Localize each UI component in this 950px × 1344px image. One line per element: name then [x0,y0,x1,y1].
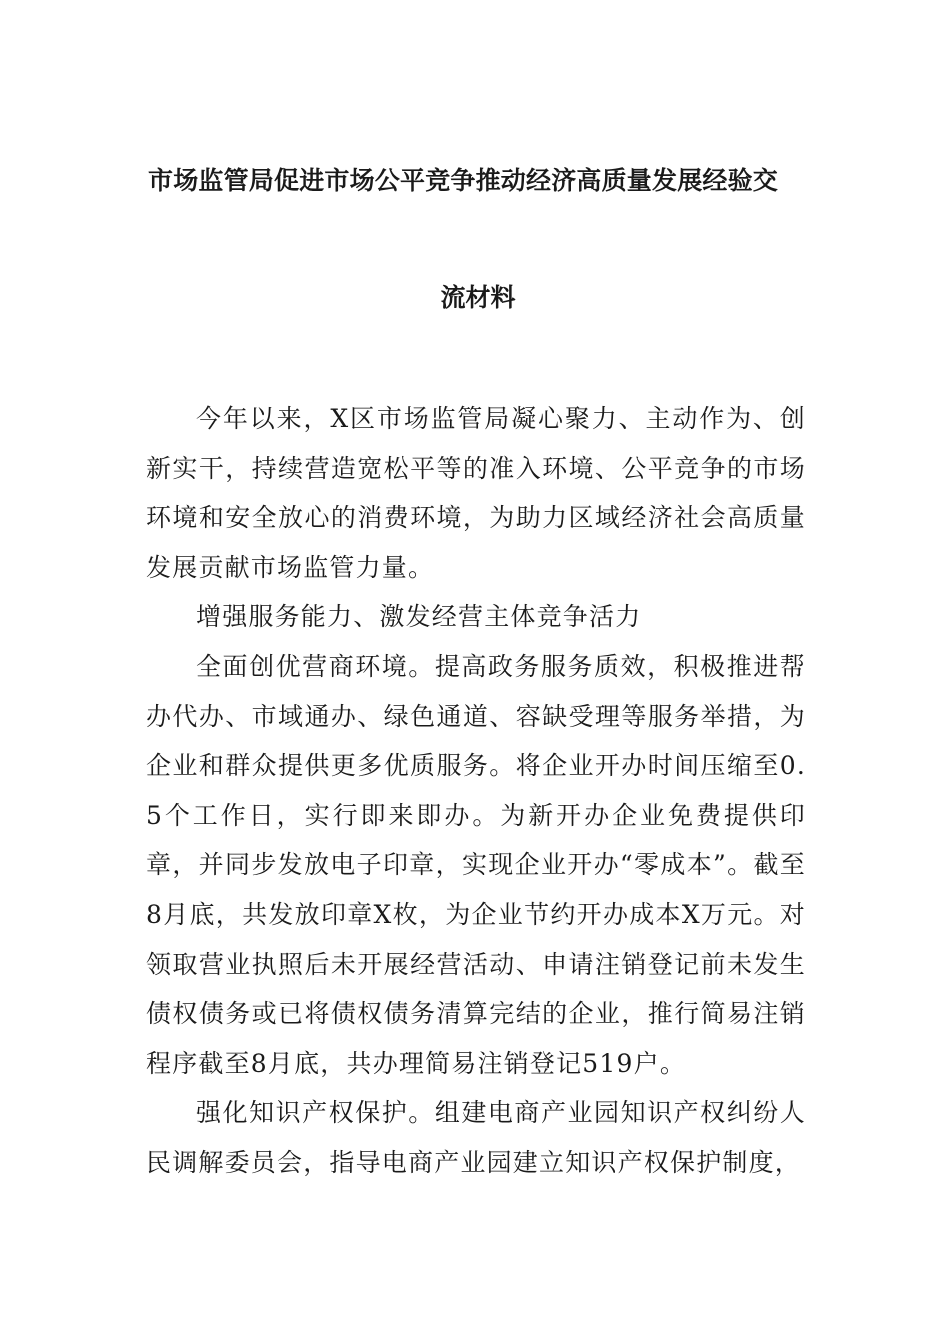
paragraph-ip-protection: 强化知识产权保护。组建电商产业园知识产权纠纷人民调解委员会，指导电商产业园建立知识产权保护制度， [146,1098,806,1177]
paragraph-business-environment: 全面创优营商环境。提高政务服务质效，积极推进帮办代办、市域通办、绿色通道、容缺受理等服务举措，为企业和群众提供更多优质服务。将企业开办时间压缩至0.5个工作日，实行即来即办。为新开办企业免费提供印章，并同步发放电子印章，实现企业开办“零成本”。截至8月底，共发放印章X枚，为企业节约开办成本X万元。对领取营业执照后未开展经营活动、申请注销登记前未发生债权债务或已将债权债务清算完结的企业，推行简易注销程序截至8月底，共办理简易注销登记519户。 [146,651,806,1078]
section-heading: 增强服务能力、激发经营主体竞争活力 [196,602,642,632]
document-title-line-2: 流材料 [440,283,516,312]
paragraph-intro: 今年以来，X区市场监管局凝心聚力、主动作为、创新实干，持续营造宽松平等的准入环境、公平竞争的市场环境和安全放心的消费环境，为助力区域经济社会高质量发展贡献市场监管力量。 [146,404,806,582]
document-body [146,394,806,1188]
document-title-line-1: 市场监管局促进市场公平竞争推动经济高质量发展经验交 [148,166,779,195]
